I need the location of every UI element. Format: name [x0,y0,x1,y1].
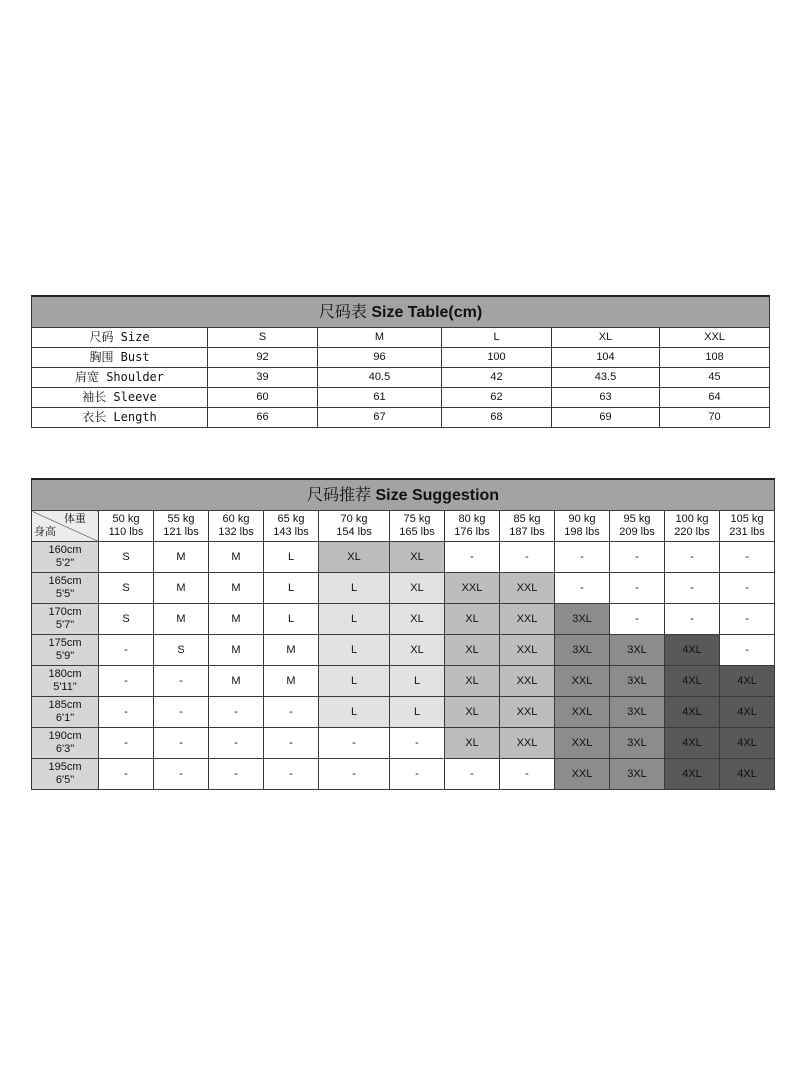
weight-header-cell [319,511,390,542]
size-suggestion-cell: S [99,542,154,573]
size-suggestion-cell: XL [390,635,445,666]
size-suggestion-cell: - [99,759,154,790]
size-suggestion-cell: 3XL [610,635,665,666]
size-value-cell: 39 [208,368,318,388]
size-suggestion-cell: - [720,604,775,635]
weight-header-cell [264,511,319,542]
size-value-cell: 62 [442,388,552,408]
size-table-body [32,328,770,428]
size-suggestion-cell: L [319,697,390,728]
weight-kg: 85 kg [513,513,541,525]
height-ft: 5'9" [55,650,75,662]
weight-lbs: 220 lbs [674,526,710,538]
weight-lbs: 176 lbs [454,526,490,538]
corner-cell [32,511,99,542]
weight-header-cell [154,511,209,542]
suggestion-row [32,728,775,759]
suggestion-title-en: Size Suggestion [375,486,500,504]
height-ft: 6'3" [55,743,75,755]
size-suggestion-cell: L [390,666,445,697]
suggestion-row [32,666,775,697]
size-suggestion-cell: L [319,635,390,666]
size-suggestion-cell: M [154,604,209,635]
suggestion-row [32,635,775,666]
weight-header-cell [720,511,775,542]
size-suggestion-cell: 4XL [720,759,775,790]
height-cm: 185cm [48,699,82,711]
size-suggestion-cell: 4XL [665,728,720,759]
height-label-cell [32,728,99,759]
size-table-row [32,328,770,348]
height-ft: 5'11" [53,681,77,693]
size-suggestion-cell: 3XL [610,759,665,790]
weight-header-cell [500,511,555,542]
size-suggestion-cell: M [264,635,319,666]
size-table-title [32,296,770,328]
weight-kg: 55 kg [167,513,195,525]
size-value-cell: 100 [442,348,552,368]
size-suggestion-cell: M [209,573,264,604]
size-suggestion-cell: 4XL [720,666,775,697]
weight-header-row [32,511,775,542]
size-suggestion-cell: L [319,604,390,635]
size-suggestion-cell: XL [445,604,500,635]
suggestion-title-row [32,479,775,511]
size-value-cell: 60 [208,388,318,408]
size-value-cell: 104 [552,348,660,368]
weight-header-cell [209,511,264,542]
height-ft: 5'2" [55,557,75,569]
size-suggestion-cell: XL [445,666,500,697]
height-label-cell [32,666,99,697]
size-suggestion-cell: XL [319,542,390,573]
size-suggestion-cell: XL [390,573,445,604]
size-suggestion-cell: - [610,604,665,635]
weight-lbs: 110 lbs [108,526,144,538]
size-suggestion-cell: XXL [500,666,555,697]
size-value-cell: 92 [208,348,318,368]
weight-kg: 90 kg [568,513,596,525]
size-suggestion-cell: XL [445,697,500,728]
size-suggestion-cell: XXL [555,759,610,790]
size-suggestion-cell: XL [445,635,500,666]
height-label-cell [32,759,99,790]
size-value-cell: L [442,328,552,348]
size-suggestion-cell: - [319,759,390,790]
weight-kg: 75 kg [403,513,431,525]
size-suggestion-cell: 4XL [720,697,775,728]
size-suggestion-cell: S [99,604,154,635]
weight-kg: 60 kg [222,513,250,525]
weight-kg: 105 kg [730,513,764,525]
size-suggestion-cell: M [154,542,209,573]
size-table [31,295,770,428]
size-suggestion-cell: M [209,604,264,635]
size-suggestion-cell: - [445,542,500,573]
size-suggestion-cell: - [720,542,775,573]
height-ft: 6'5" [55,774,75,786]
size-suggestion-cell: XL [445,728,500,759]
size-table-title-cn: 尺码表 [318,303,367,321]
size-value-cell: 45 [660,368,770,388]
weight-lbs: 198 lbs [564,526,600,538]
size-suggestion-cell: XL [390,604,445,635]
weight-lbs: 209 lbs [619,526,655,538]
size-suggestion-table [31,478,775,790]
size-suggestion-cell: - [555,573,610,604]
size-suggestion-cell: M [209,635,264,666]
weight-lbs: 165 lbs [399,526,435,538]
weight-kg: 95 kg [623,513,651,525]
weight-lbs: 154 lbs [336,526,372,538]
suggestion-row [32,604,775,635]
size-suggestion-cell: - [500,542,555,573]
weight-kg: 70 kg [340,513,368,525]
size-value-cell: 69 [552,408,660,428]
size-suggestion-cell: S [154,635,209,666]
size-suggestion-cell: - [209,697,264,728]
size-suggestion-cell: XXL [445,573,500,604]
size-value-cell: M [318,328,442,348]
size-suggestion-cell: XXL [500,635,555,666]
size-suggestion-cell: M [209,542,264,573]
weight-lbs: 121 lbs [163,526,199,538]
suggestion-row [32,759,775,790]
size-suggestion-cell: - [209,728,264,759]
size-suggestion-cell: - [154,728,209,759]
size-suggestion-cell: - [99,666,154,697]
size-suggestion-cell: 3XL [610,697,665,728]
size-row-label: 尺码 Size [32,328,208,348]
size-suggestion-cell: - [720,573,775,604]
corner-weight-label: 体重 [64,513,86,525]
size-value-cell: 63 [552,388,660,408]
size-suggestion-cell: - [209,759,264,790]
weight-lbs: 132 lbs [218,526,254,538]
weight-lbs: 143 lbs [273,526,309,538]
suggestion-row [32,697,775,728]
size-suggestion-cell: - [610,542,665,573]
height-label-cell [32,542,99,573]
height-cm: 190cm [48,730,82,742]
size-suggestion-cell: L [264,573,319,604]
size-suggestion-cell: - [319,728,390,759]
size-suggestion-cell: - [154,697,209,728]
height-ft: 6'1" [55,712,75,724]
weight-kg: 100 kg [675,513,709,525]
size-suggestion-cell: - [665,604,720,635]
weight-header-cell [99,511,154,542]
size-suggestion-cell: M [209,666,264,697]
size-value-cell: 96 [318,348,442,368]
size-suggestion-cell: - [445,759,500,790]
size-table-title-row [32,296,770,328]
size-suggestion-cell: 3XL [610,666,665,697]
size-value-cell: 68 [442,408,552,428]
size-row-label: 胸围 Bust [32,348,208,368]
size-suggestion-cell: L [390,697,445,728]
size-suggestion-cell: S [99,573,154,604]
size-table-row [32,368,770,388]
size-suggestion-cell: - [99,697,154,728]
weight-header-cell [610,511,665,542]
size-suggestion-cell: XXL [500,573,555,604]
size-value-cell: XXL [660,328,770,348]
size-suggestion-cell: M [154,573,209,604]
suggestion-row [32,573,775,604]
height-label-cell [32,697,99,728]
height-cm: 195cm [48,761,82,773]
size-suggestion-cell: - [555,542,610,573]
size-suggestion-cell: - [264,728,319,759]
size-suggestion-cell: L [264,542,319,573]
suggestion-row [32,542,775,573]
size-table-row [32,388,770,408]
height-label-cell [32,635,99,666]
height-label-cell [32,573,99,604]
size-suggestion-cell: - [154,666,209,697]
size-suggestion-cell: 4XL [665,635,720,666]
size-value-cell: 70 [660,408,770,428]
size-table-row [32,348,770,368]
suggestion-title [32,479,775,511]
size-suggestion-cell: 3XL [555,635,610,666]
size-row-label: 衣长 Length [32,408,208,428]
size-suggestion-cell: - [500,759,555,790]
size-value-cell: S [208,328,318,348]
height-cm: 180cm [48,668,82,680]
size-value-cell: 108 [660,348,770,368]
size-suggestion-cell: XXL [500,604,555,635]
size-value-cell: 61 [318,388,442,408]
size-suggestion-cell: 4XL [665,759,720,790]
size-value-cell: 67 [318,408,442,428]
size-suggestion-cell: XXL [555,728,610,759]
size-suggestion-cell: M [264,666,319,697]
size-suggestion-cell: L [264,604,319,635]
height-ft: 5'7" [55,619,75,631]
size-suggestion-cell: XXL [555,697,610,728]
suggestion-table-body [32,542,775,790]
weight-kg: 50 kg [112,513,140,525]
size-suggestion-cell: XXL [500,697,555,728]
size-suggestion-cell: 4XL [720,728,775,759]
corner-height-label: 身高 [34,526,56,538]
size-suggestion-cell: 3XL [610,728,665,759]
size-suggestion-cell: - [264,759,319,790]
size-suggestion-cell: XXL [555,666,610,697]
size-suggestion-cell: L [319,573,390,604]
size-suggestion-cell: - [264,697,319,728]
weight-header-cell [555,511,610,542]
weight-lbs: 187 lbs [509,526,545,538]
size-suggestion-cell: - [99,635,154,666]
weight-kg: 65 kg [277,513,305,525]
size-value-cell: 40.5 [318,368,442,388]
height-label-cell [32,604,99,635]
size-suggestion-cell: - [154,759,209,790]
weight-header-cell [445,511,500,542]
size-suggestion-cell: - [665,573,720,604]
size-suggestion-cell: 4XL [665,666,720,697]
size-table-title-en: Size Table(cm) [371,303,483,321]
size-suggestion-cell: - [99,728,154,759]
height-ft: 5'5" [55,588,75,600]
size-suggestion-cell: 3XL [555,604,610,635]
weight-lbs: 231 lbs [729,526,765,538]
size-value-cell: 64 [660,388,770,408]
height-cm: 170cm [48,606,82,618]
size-suggestion-cell: L [319,666,390,697]
size-row-label: 肩宽 Shoulder [32,368,208,388]
size-table-row [32,408,770,428]
size-suggestion-cell: - [390,759,445,790]
size-suggestion-cell: XL [390,542,445,573]
size-value-cell: XL [552,328,660,348]
size-suggestion-cell: XXL [500,728,555,759]
height-cm: 160cm [48,544,82,556]
weight-kg: 80 kg [458,513,486,525]
weight-header-cell [390,511,445,542]
size-suggestion-cell: - [610,573,665,604]
size-suggestion-cell: - [720,635,775,666]
size-value-cell: 66 [208,408,318,428]
size-row-label: 袖长 Sleeve [32,388,208,408]
size-value-cell: 42 [442,368,552,388]
height-cm: 165cm [48,575,82,587]
suggestion-title-cn: 尺码推荐 [307,486,372,504]
weight-header-cell [665,511,720,542]
height-cm: 175cm [48,637,82,649]
size-suggestion-cell: 4XL [665,697,720,728]
size-suggestion-cell: - [665,542,720,573]
size-value-cell: 43.5 [552,368,660,388]
size-suggestion-cell: - [390,728,445,759]
